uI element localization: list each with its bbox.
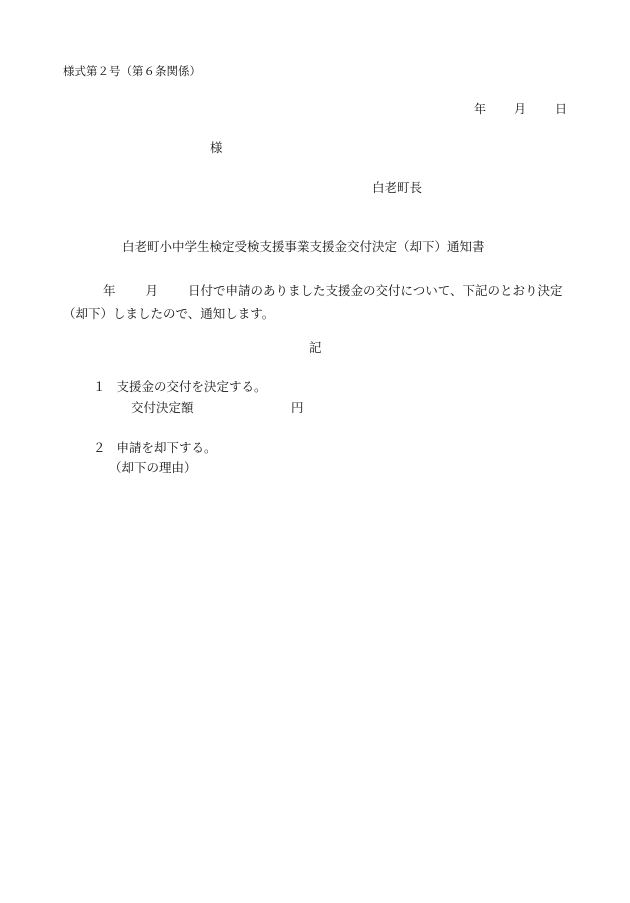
item-2-line xyxy=(93,442,217,455)
body-year-label: 年 xyxy=(103,283,116,298)
item-1-line xyxy=(93,381,267,394)
addressee-suffix: 様 xyxy=(210,140,223,155)
ki-heading: 記 xyxy=(309,340,322,355)
grant-amount-label: 交付決定額 xyxy=(131,400,194,415)
date-month-label: 月 xyxy=(514,102,527,116)
body-text: 日付で申請のありました支援金の交付について、下記のとおり決定（却下）しましたので、通知します。 xyxy=(63,283,563,321)
form-number-label: 様式第２号（第６条関係） xyxy=(63,64,201,78)
date-year-label: 年 xyxy=(474,102,487,116)
body-paragraph xyxy=(63,279,568,325)
item-2-text: 申請を却下する。 xyxy=(116,440,217,455)
item-2-number: ２ xyxy=(93,440,106,455)
grant-amount-unit: 円 xyxy=(291,400,304,415)
rejection-reason-label: （却下の理由） xyxy=(109,460,197,475)
document-title: 白老町小中学生検定受検支援事業支援金交付決定（却下）通知書 xyxy=(122,239,485,254)
item-1-number: １ xyxy=(93,379,106,394)
date-day-label: 日 xyxy=(555,102,568,116)
body-month-label: 月 xyxy=(145,283,159,298)
item-1-text: 支援金の交付を決定する。 xyxy=(116,379,267,394)
sender-name: 白老町長 xyxy=(372,180,423,195)
